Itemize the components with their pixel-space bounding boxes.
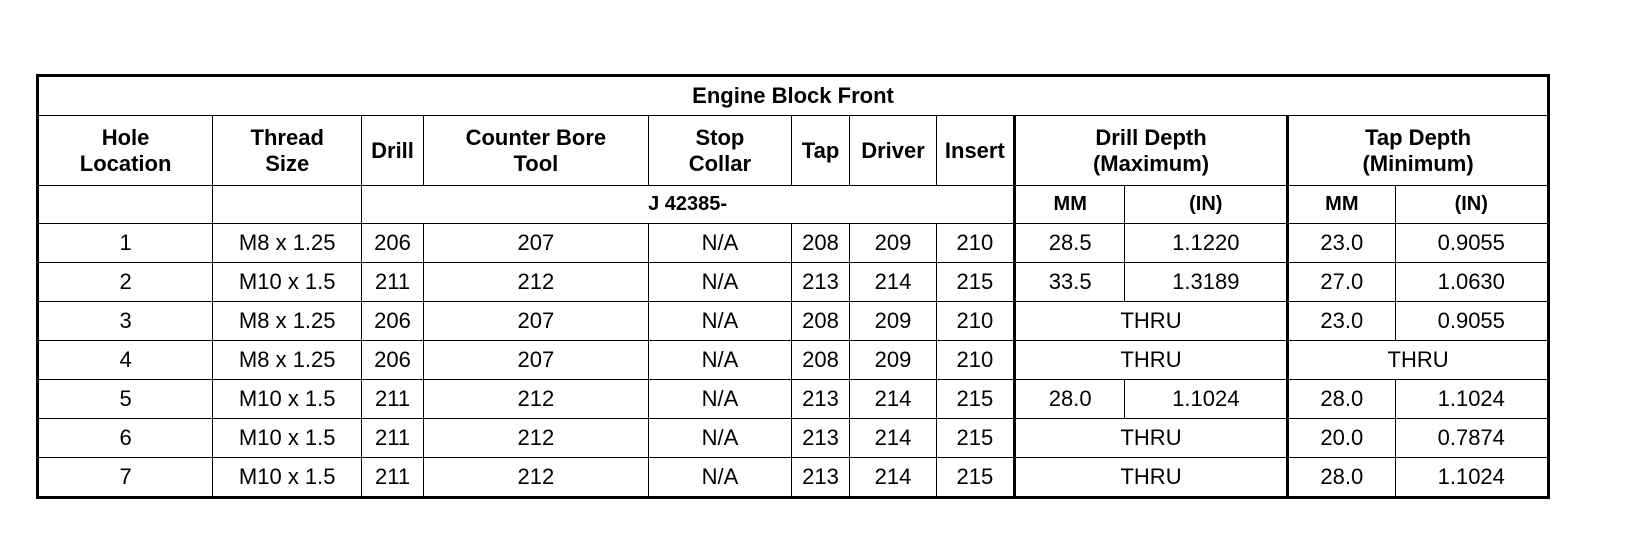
cell-thread-size: M8 x 1.25 <box>213 224 362 263</box>
table-title: Engine Block Front <box>38 76 1549 116</box>
cell-drill: 206 <box>362 224 424 263</box>
header-drill-depth: Drill Depth (Maximum) <box>1014 116 1287 186</box>
cell-drill: 206 <box>362 341 424 380</box>
subheader-blank-thread <box>213 186 362 224</box>
cell-stop-collar: N/A <box>649 380 792 419</box>
cell-counter-bore-tool: 207 <box>423 302 648 341</box>
cell-insert: 215 <box>936 419 1014 458</box>
cell-counter-bore-tool: 212 <box>423 419 648 458</box>
cell-insert: 210 <box>936 341 1014 380</box>
cell-hole-location: 4 <box>38 341 213 380</box>
cell-drill-depth-in: 1.1220 <box>1125 224 1288 263</box>
cell-tap-depth-mm: 28.0 <box>1288 458 1395 498</box>
cell-counter-bore-tool: 212 <box>423 263 648 302</box>
table-row <box>38 302 1549 341</box>
cell-tap-depth-in: 1.1024 <box>1395 380 1548 419</box>
header-thread-size: Thread Size <box>213 116 362 186</box>
cell-drill-depth-mm: 28.0 <box>1014 380 1125 419</box>
cell-thread-size: M10 x 1.5 <box>213 380 362 419</box>
cell-drill-depth-thru: THRU <box>1014 419 1287 458</box>
cell-stop-collar: N/A <box>649 419 792 458</box>
cell-insert: 210 <box>936 302 1014 341</box>
table-row <box>38 263 1549 302</box>
cell-counter-bore-tool: 207 <box>423 341 648 380</box>
cell-counter-bore-tool: 212 <box>423 458 648 498</box>
cell-tap: 213 <box>791 263 849 302</box>
header-insert: Insert <box>936 116 1014 186</box>
cell-driver: 214 <box>850 419 937 458</box>
cell-counter-bore-tool: 207 <box>423 224 648 263</box>
header-driver: Driver <box>850 116 937 186</box>
cell-tap-depth-in: 1.0630 <box>1395 263 1548 302</box>
table-row <box>38 224 1549 263</box>
cell-driver: 214 <box>850 458 937 498</box>
cell-hole-location: 2 <box>38 263 213 302</box>
header-counter-bore-tool: Counter Bore Tool <box>423 116 648 186</box>
subheader-tap-in: (IN) <box>1395 186 1548 224</box>
cell-drill-depth-in: 1.1024 <box>1125 380 1288 419</box>
cell-tap-depth-in: 0.7874 <box>1395 419 1548 458</box>
cell-hole-location: 6 <box>38 419 213 458</box>
header-tap: Tap <box>791 116 849 186</box>
cell-stop-collar: N/A <box>649 341 792 380</box>
cell-drill-depth-mm: 33.5 <box>1014 263 1125 302</box>
cell-hole-location: 7 <box>38 458 213 498</box>
cell-hole-location: 3 <box>38 302 213 341</box>
cell-tap: 213 <box>791 458 849 498</box>
cell-counter-bore-tool: 212 <box>423 380 648 419</box>
cell-drill-depth-in: 1.3189 <box>1125 263 1288 302</box>
cell-tap: 213 <box>791 380 849 419</box>
cell-driver: 209 <box>850 341 937 380</box>
cell-driver: 214 <box>850 263 937 302</box>
cell-drill-depth-thru: THRU <box>1014 302 1287 341</box>
cell-tap-depth-mm: 23.0 <box>1288 224 1395 263</box>
cell-insert: 215 <box>936 263 1014 302</box>
cell-tap-depth-in: 0.9055 <box>1395 224 1548 263</box>
cell-thread-size: M10 x 1.5 <box>213 263 362 302</box>
table-row <box>38 341 1549 380</box>
cell-insert: 215 <box>936 458 1014 498</box>
cell-tap-depth-mm: 20.0 <box>1288 419 1395 458</box>
cell-thread-size: M10 x 1.5 <box>213 419 362 458</box>
cell-tap: 208 <box>791 302 849 341</box>
cell-tap-depth-in: 1.1024 <box>1395 458 1548 498</box>
header-tap-depth: Tap Depth (Minimum) <box>1288 116 1549 186</box>
cell-thread-size: M8 x 1.25 <box>213 302 362 341</box>
cell-tap-depth-mm: 28.0 <box>1288 380 1395 419</box>
cell-tap-depth-mm: 27.0 <box>1288 263 1395 302</box>
cell-stop-collar: N/A <box>649 458 792 498</box>
cell-driver: 209 <box>850 302 937 341</box>
cell-thread-size: M10 x 1.5 <box>213 458 362 498</box>
cell-stop-collar: N/A <box>649 302 792 341</box>
cell-driver: 214 <box>850 380 937 419</box>
header-hole-location: Hole Location <box>38 116 213 186</box>
cell-tap: 213 <box>791 419 849 458</box>
subheader-tool-prefix: J 42385- <box>362 186 1015 224</box>
cell-tap-depth-in: 0.9055 <box>1395 302 1548 341</box>
cell-thread-size: M8 x 1.25 <box>213 341 362 380</box>
subheader-tap-mm: MM <box>1288 186 1395 224</box>
cell-hole-location: 5 <box>38 380 213 419</box>
cell-stop-collar: N/A <box>649 263 792 302</box>
cell-hole-location: 1 <box>38 224 213 263</box>
cell-tap-depth-thru: THRU <box>1288 341 1549 380</box>
engine-block-front-table <box>36 74 1550 499</box>
cell-insert: 210 <box>936 224 1014 263</box>
cell-drill-depth-thru: THRU <box>1014 458 1287 498</box>
cell-tap-depth-mm: 23.0 <box>1288 302 1395 341</box>
cell-stop-collar: N/A <box>649 224 792 263</box>
subheader-drill-in: (IN) <box>1125 186 1288 224</box>
subheader-drill-mm: MM <box>1014 186 1125 224</box>
table-row <box>38 419 1549 458</box>
cell-tap: 208 <box>791 224 849 263</box>
header-stop-collar: Stop Collar <box>649 116 792 186</box>
subheader-blank-hole <box>38 186 213 224</box>
cell-drill: 211 <box>362 458 424 498</box>
cell-drill: 211 <box>362 380 424 419</box>
table-row <box>38 458 1549 498</box>
cell-drill: 211 <box>362 419 424 458</box>
cell-tap: 208 <box>791 341 849 380</box>
cell-drill-depth-mm: 28.5 <box>1014 224 1125 263</box>
header-drill: Drill <box>362 116 424 186</box>
table-row <box>38 380 1549 419</box>
cell-drill-depth-thru: THRU <box>1014 341 1287 380</box>
cell-drill: 206 <box>362 302 424 341</box>
cell-insert: 215 <box>936 380 1014 419</box>
cell-drill: 211 <box>362 263 424 302</box>
cell-driver: 209 <box>850 224 937 263</box>
